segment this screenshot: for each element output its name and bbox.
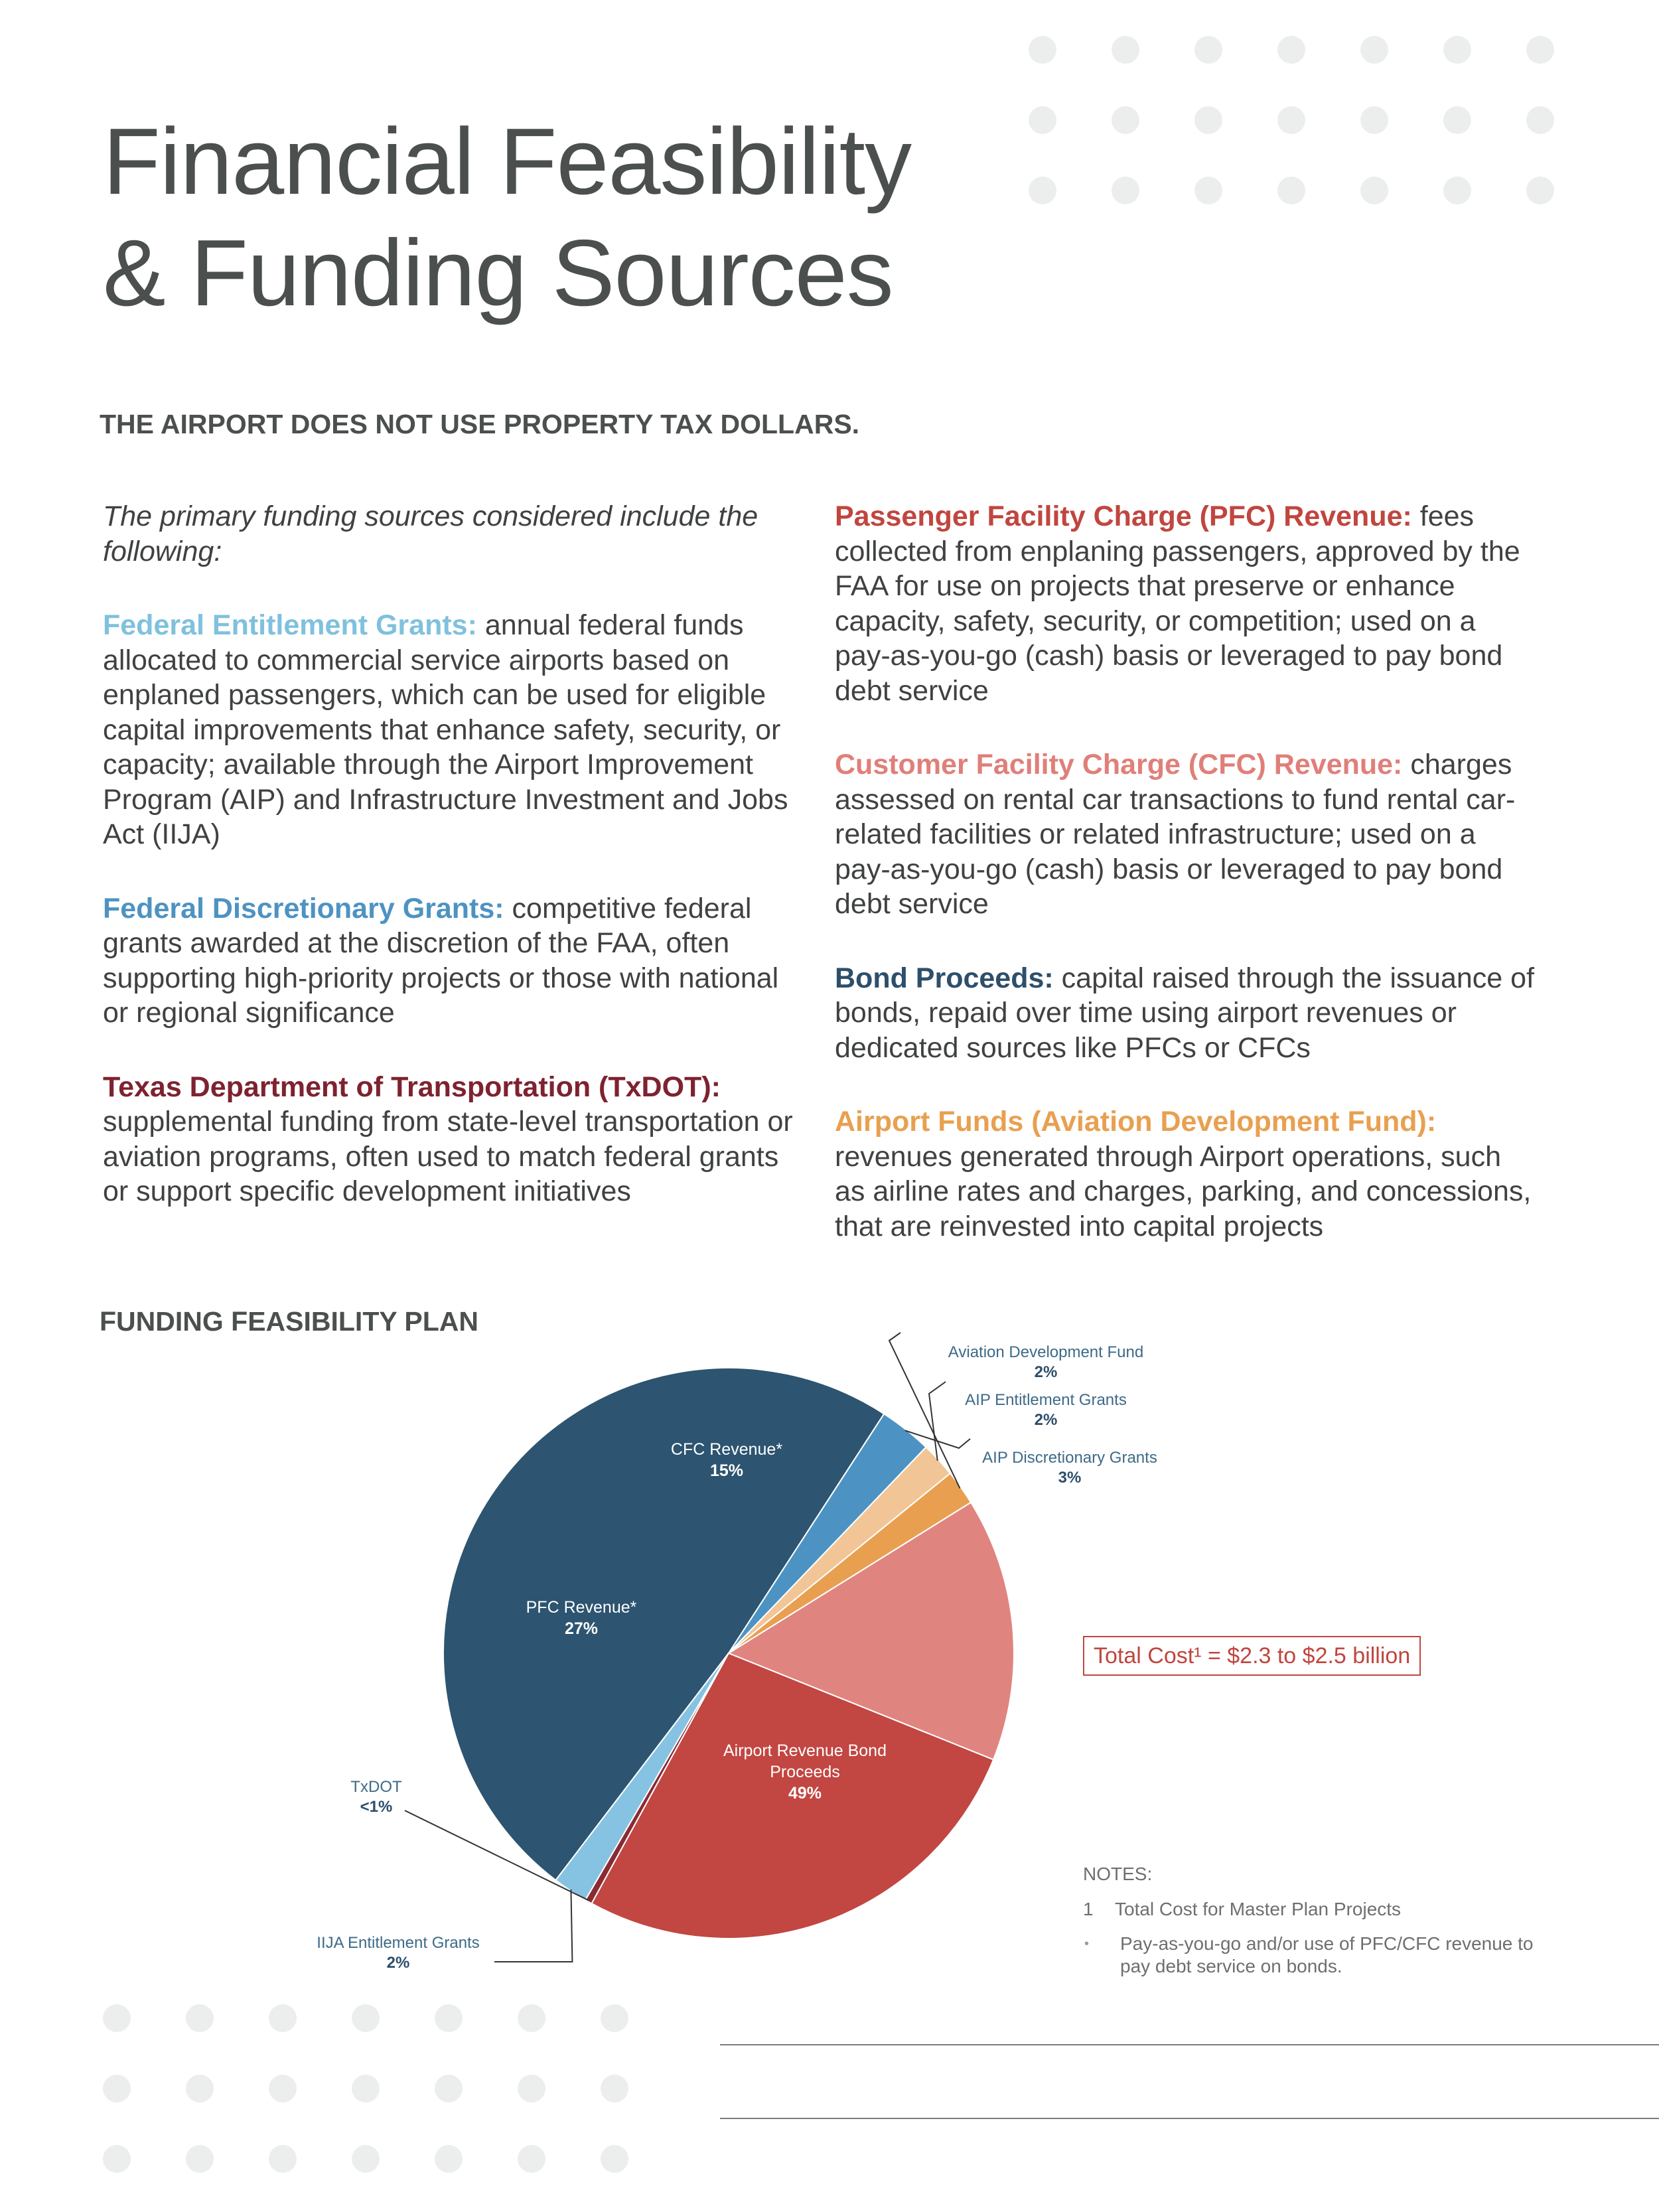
decorative-dot [1194,106,1222,134]
federal-discretionary-grants-item [103,891,793,1031]
slice-value-label: 49% [788,1784,822,1803]
callout-leader-line [929,1382,946,1461]
decorative-dot [352,2145,380,2173]
decorative-dot [103,2075,131,2102]
slice-name-label: Aviation Development Fund [948,1343,1144,1361]
funding-sources-left-column [103,499,793,1248]
decorative-dot [1360,36,1388,64]
decorative-dot [186,2075,214,2102]
slice-name-label: Proceeds [770,1763,840,1781]
note-item [1083,1898,1548,1921]
federal-entitlement-grants-term: Federal Entitlement Grants: [103,609,477,641]
decorative-dot [1194,36,1222,64]
decorative-dot [1277,177,1305,204]
slice-value-label: 3% [1058,1469,1082,1487]
slice-value-label: 27% [564,1619,599,1638]
decorative-dot [435,2075,463,2102]
note-bullet: • [1084,1937,1090,1951]
airport-funds-description: revenues generated through Airport operations, such as airline rates and charges, parking, and concessions, that are reinvested into capital projects [835,1140,1532,1242]
slice-name-label: PFC Revenue* [526,1598,637,1617]
federal-discretionary-grants-description: competitive federal grants awarded at the discretion of the FAA, often supporting high-priority projects or those with national or regional significance [103,892,779,1029]
funding-sources-right-column [835,499,1538,1283]
decorative-dot-grid-bottom [103,2004,628,2173]
txdot-description: supplemental funding from state-level transportation or aviation programs, often used to match federal grants or support specific development initiatives [103,1106,793,1207]
decorative-dot [435,2145,463,2173]
divider-line [720,2118,1659,2119]
decorative-dot [1360,106,1388,134]
cfc-revenue-term: Customer Facility Charge (CFC) Revenue: [835,749,1403,780]
decorative-dot [1029,36,1056,64]
decorative-dot [269,2145,297,2173]
decorative-dot [1526,36,1554,64]
decorative-dot [1526,106,1554,134]
property-tax-statement: THE AIRPORT DOES NOT USE PROPERTY TAX DOLLARS. [100,409,860,439]
decorative-dot [518,2075,545,2102]
bond-proceeds-description: capital raised through the issuance of bonds, repaid over time using airport revenues or dedicated sources like PFCs or CFCs [835,962,1535,1064]
decorative-dot [1194,177,1222,204]
decorative-dot [1526,177,1554,204]
federal-entitlement-grants-description: annual federal funds allocated to commercial service airports based on enplaned passengers, which can be used for eligible capital improvements that enhance safety, security, or capacity; available through the Airport Improvement Program (AIP) and Infrastructure Investment and Jobs Act (IIJA) [103,609,788,850]
decorative-dot [1029,106,1056,134]
note-item [1083,1933,1548,1978]
airport-funds-item [835,1104,1538,1244]
decorative-dot [1112,106,1139,134]
decorative-dot [1112,36,1139,64]
decorative-dot [1029,177,1056,204]
note-text: Pay-as-you-go and/or use of PFC/CFC revenue to pay debt service on bonds. [1120,1933,1534,1976]
slice-name-label: TxDOT [350,1778,402,1796]
slice-name-label: Airport Revenue Bond [723,1741,887,1760]
decorative-dot-grid-top [1029,36,1554,204]
slice-value-label: 2% [386,1954,410,1972]
slice-value-label: 2% [1034,1411,1058,1429]
slice-name-label: AIP Discretionary Grants [982,1449,1157,1467]
decorative-dot [1112,177,1139,204]
decorative-dot [1443,36,1471,64]
total-cost-box: Total Cost¹ = $2.3 to $2.5 billion [1083,1636,1421,1676]
notes-heading: NOTES: [1083,1864,1153,1884]
note-text: Total Cost for Master Plan Projects [1115,1899,1402,1919]
notes-section [1083,1864,1548,1990]
decorative-dot [1443,177,1471,204]
decorative-dot [601,2145,628,2173]
page-title-line-1: Financial Feasibility [103,109,912,214]
bond-proceeds-term: Bond Proceeds: [835,962,1054,994]
chart-title: FUNDING FEASIBILITY PLAN [100,1306,478,1337]
slice-value-label: 15% [709,1461,744,1480]
bond-proceeds-item [835,961,1538,1066]
decorative-dot [269,2075,297,2102]
cfc-revenue-description: charges assessed on rental car transactions to fund rental car-related facilities or related infrastructure; used on a pay-as-you-go (cash) basis or leveraged to pay bond debt service [835,749,1516,920]
page-title-line-2: & Funding Sources [103,220,893,326]
decorative-dot [1277,106,1305,134]
slice-name-label: IIJA Entitlement Grants [317,1934,480,1952]
slice-name-label: AIP Entitlement Grants [965,1391,1127,1409]
decorative-dot [1277,36,1305,64]
slice-value-label: <1% [360,1798,393,1816]
divider-line [720,2044,1659,2045]
pfc-revenue-term: Passenger Facility Charge (PFC) Revenue: [835,500,1412,532]
pfc-revenue-description: fees collected from enplaning passengers, approved by the FAA for use on projects that preserve or enhance capacity, safety, security, or competition; used on a pay-as-you-go (cash) basis or leveraged to pay bond debt service [835,500,1520,707]
callout-leader-line [494,1889,572,1962]
txdot-item [103,1070,793,1209]
slice-value-label: 2% [1034,1363,1058,1381]
intro-text: The primary funding sources considered include the following: [103,500,758,567]
decorative-dot [1443,106,1471,134]
pfc-revenue-item [835,499,1538,708]
decorative-dot [1360,177,1388,204]
decorative-dot [601,2075,628,2102]
decorative-dot [352,2075,380,2102]
federal-discretionary-grants-term: Federal Discretionary Grants: [103,892,504,924]
decorative-dot [103,2145,131,2173]
decorative-dot [518,2145,545,2173]
txdot-term: Texas Department of Transportation (TxDOT): [103,1070,721,1103]
cfc-revenue-item [835,747,1538,922]
slice-name-label: CFC Revenue* [670,1440,783,1459]
federal-entitlement-grants-item [103,608,793,852]
page-title [103,106,911,329]
decorative-dot [186,2145,214,2173]
airport-funds-term: Airport Funds (Aviation Development Fund): [835,1106,1437,1138]
note-marker: 1 [1083,1899,1094,1919]
